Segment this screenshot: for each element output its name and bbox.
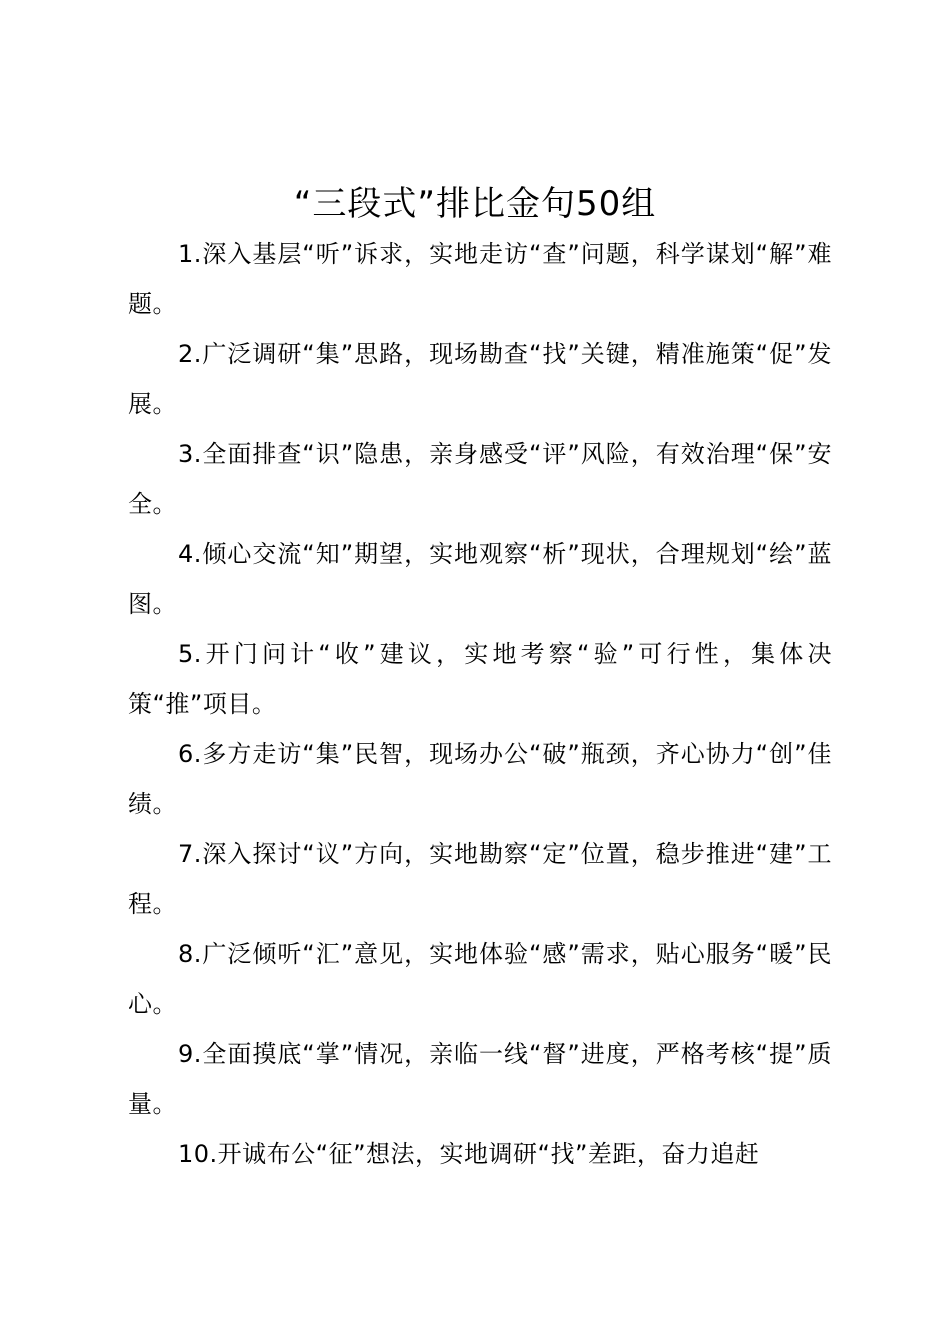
document-body xyxy=(128,229,832,1179)
paragraph-1: 1.深入基层“听”诉求，实地走访“查”问题，科学谋划“解”难题。 xyxy=(128,240,832,318)
paragraph-4: 4.倾心交流“知”期望，实地观察“析”现状，合理规划“绘”蓝图。 xyxy=(128,540,832,618)
paragraph-10: 10.开诚布公“征”想法，实地调研“找”差距，奋力追赶 xyxy=(178,1140,760,1168)
paragraph-8: 8.广泛倾听“汇”意见，实地体验“感”需求，贴心服务“暖”民心。 xyxy=(128,940,832,1018)
paragraph-2: 2.广泛调研“集”思路，现场勘查“找”关键，精准施策“促”发展。 xyxy=(128,340,832,418)
document-title: “三段式”排比金句50组 xyxy=(293,184,657,224)
paragraph-9: 9.全面摸底“掌”情况，亲临一线“督”进度，严格考核“提”质量。 xyxy=(128,1040,832,1118)
paragraph-7: 7.深入探讨“议”方向，实地勘察“定”位置，稳步推进“建”工程。 xyxy=(128,840,832,918)
paragraph-3: 3.全面排查“识”隐患，亲身感受“评”风险，有效治理“保”安全。 xyxy=(128,440,832,518)
paragraph-5: 5.开门问计“收”建议，实地考察“验”可行性，集体决策“推”项目。 xyxy=(128,640,832,718)
paragraph-6: 6.多方走访“集”民智，现场办公“破”瓶颈，齐心协力“创”佳绩。 xyxy=(128,740,832,818)
